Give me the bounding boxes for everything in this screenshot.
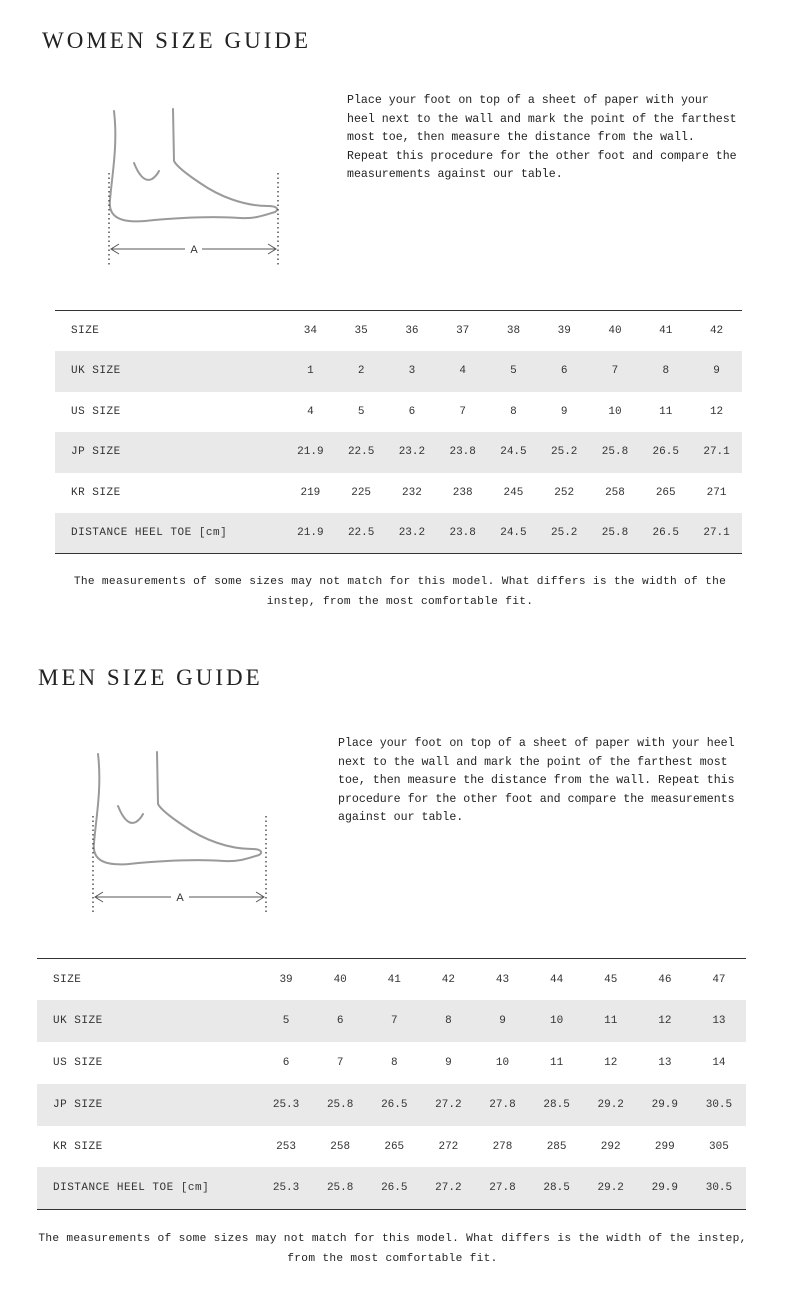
table-cell: 21.9 — [285, 513, 336, 554]
table-cell: 36 — [405, 325, 419, 337]
measure-label: A — [190, 244, 198, 256]
table-cell: 238 — [452, 486, 473, 499]
table-cell: 46 — [658, 973, 672, 986]
table-cell: 24.5 — [488, 513, 539, 554]
table-cell: 26.5 — [367, 1084, 421, 1126]
table-cell: 8 — [390, 1056, 398, 1069]
foot-measure-illustration — [100, 105, 290, 270]
table-cell: 23.8 — [437, 432, 488, 473]
table-row — [37, 1167, 746, 1209]
table-cell: 5 — [357, 405, 365, 418]
table-cell: 9 — [560, 405, 568, 418]
table-cell: 27.1 — [691, 432, 742, 473]
row-label: JP SIZE — [55, 432, 285, 473]
table-cell: 44 — [550, 973, 564, 986]
table-cell: 23.2 — [387, 432, 438, 473]
row-label: DISTANCE HEEL TOE [cm] — [37, 1167, 259, 1209]
row-label: UK SIZE — [55, 351, 285, 392]
table-cell: 7 — [336, 1056, 344, 1069]
table-cell: 30.5 — [692, 1167, 746, 1209]
table-cell: 8 — [510, 405, 517, 418]
table-cell: 43 — [495, 973, 510, 986]
table-row — [37, 1084, 746, 1126]
table-cell: 42 — [709, 325, 724, 337]
table-row — [37, 1042, 746, 1084]
men-size-table — [37, 958, 746, 1210]
table-cell: 305 — [709, 1140, 729, 1153]
table-cell: 2 — [336, 351, 387, 392]
men-fit-note: The measurements of some sizes may not match for this model. What differs is the width of the instep, from the most comfortable fit. — [38, 1233, 747, 1265]
women-fit-note: The measurements of some sizes may not match for this model. What differs is the width of the instep, from the most comfortable fit. — [73, 576, 727, 608]
table-cell: 27.8 — [475, 1167, 529, 1209]
table-cell: 42 — [441, 973, 455, 986]
table-cell: 10 — [530, 1000, 584, 1042]
table-cell: 21.9 — [285, 432, 336, 473]
table-cell: 271 — [706, 486, 727, 499]
table-cell: 7 — [459, 405, 466, 418]
table-cell: 292 — [600, 1140, 621, 1153]
table-cell: 12 — [638, 1000, 692, 1042]
table-cell: 39 — [279, 973, 293, 986]
row-label: SIZE — [53, 973, 82, 986]
men-guide-title: MEN SIZE GUIDE — [38, 665, 263, 690]
table-cell: 28.5 — [530, 1084, 584, 1126]
table-cell: 29.9 — [638, 1084, 692, 1126]
table-cell: 13 — [692, 1000, 746, 1042]
table-cell: 39 — [557, 325, 571, 337]
row-label: US SIZE — [71, 405, 121, 418]
table-cell: 26.5 — [640, 432, 691, 473]
table-cell: 265 — [655, 486, 676, 499]
table-cell: 4 — [437, 351, 488, 392]
measure-label: A — [176, 892, 184, 904]
table-cell: 6 — [282, 1056, 290, 1069]
table-cell: 24.5 — [488, 432, 539, 473]
table-cell: 34 — [303, 325, 317, 337]
table-cell: 5 — [259, 1000, 313, 1042]
table-cell: 23.8 — [437, 513, 488, 554]
table-cell: 245 — [503, 486, 524, 499]
table-row — [55, 513, 742, 554]
table-cell: 41 — [387, 973, 401, 986]
table-cell: 9 — [445, 1056, 452, 1069]
table-cell: 41 — [659, 325, 673, 337]
table-cell: 253 — [276, 1140, 296, 1153]
row-label: UK SIZE — [37, 1000, 259, 1042]
table-cell: 10 — [608, 405, 622, 418]
table-cell: 225 — [351, 486, 372, 499]
table-cell: 26.5 — [640, 513, 691, 554]
table-cell: 4 — [307, 405, 314, 418]
women-instructions: Place your foot on top of a sheet of paper with your heel next to the wall and mark the point of the farthest most toe, then measure the distance from the wall. Repeat this procedure for the other foot and compare the measurements against our table. — [347, 94, 737, 182]
table-row — [37, 1000, 746, 1042]
table-cell: 37 — [456, 325, 470, 337]
table-cell: 25.8 — [590, 432, 641, 473]
table-cell: 299 — [654, 1140, 675, 1153]
table-cell: 258 — [330, 1140, 351, 1153]
table-cell: 6 — [408, 405, 416, 418]
table-cell: 25.8 — [590, 513, 641, 554]
table-row — [37, 1126, 746, 1168]
table-cell: 47 — [712, 973, 726, 986]
table-cell: 25.8 — [313, 1084, 367, 1126]
table-cell: 26.5 — [367, 1167, 421, 1209]
row-label: SIZE — [71, 325, 100, 337]
table-cell: 25.3 — [259, 1084, 313, 1126]
table-cell: 265 — [384, 1140, 405, 1153]
table-cell: 27.2 — [421, 1167, 475, 1209]
table-cell: 22.5 — [336, 513, 387, 554]
table-cell: 23.2 — [387, 513, 438, 554]
table-cell: 258 — [605, 486, 625, 499]
table-row — [55, 432, 742, 473]
table-cell: 12 — [604, 1056, 618, 1069]
table-cell: 25.2 — [539, 513, 590, 554]
table-row — [55, 311, 742, 352]
table-cell: 25.8 — [313, 1167, 367, 1209]
table-cell: 29.9 — [638, 1167, 692, 1209]
men-size-guide-section — [0, 640, 795, 1312]
table-cell: 11 — [659, 405, 673, 418]
table-cell: 278 — [492, 1140, 513, 1153]
table-row — [55, 351, 742, 392]
table-cell: 8 — [640, 351, 691, 392]
table-cell: 27.1 — [691, 513, 742, 554]
table-cell: 3 — [387, 351, 438, 392]
table-cell: 27.8 — [475, 1084, 529, 1126]
table-cell: 219 — [300, 486, 321, 499]
table-cell: 29.2 — [584, 1167, 638, 1209]
table-cell: 28.5 — [530, 1167, 584, 1209]
table-cell: 7 — [590, 351, 641, 392]
table-cell: 252 — [554, 486, 575, 499]
table-cell: 38 — [506, 325, 521, 337]
table-cell: 10 — [495, 1056, 510, 1069]
table-cell: 11 — [584, 1000, 638, 1042]
table-cell: 30.5 — [692, 1084, 746, 1126]
table-cell: 1 — [285, 351, 336, 392]
table-cell: 9 — [691, 351, 742, 392]
table-cell: 25.3 — [259, 1167, 313, 1209]
women-size-table — [55, 310, 742, 554]
row-label: DISTANCE HEEL TOE [cm] — [55, 513, 285, 554]
table-cell: 40 — [608, 325, 622, 337]
table-cell: 8 — [421, 1000, 475, 1042]
table-cell: 9 — [475, 1000, 529, 1042]
table-cell: 25.2 — [539, 432, 590, 473]
table-cell: 232 — [402, 486, 422, 499]
men-instructions: Place your foot on top of a sheet of paper with your heel next to the wall and mark the point of the farthest most toe, then measure the distance from the wall. Repeat this procedure for the other foot and compare the measurements against our table. — [338, 737, 735, 825]
table-cell: 40 — [333, 973, 347, 986]
table-cell: 14 — [712, 1056, 726, 1069]
row-label: KR SIZE — [71, 486, 121, 499]
table-row — [55, 392, 742, 433]
table-row — [55, 473, 742, 514]
table-cell: 13 — [658, 1056, 672, 1069]
table-cell: 6 — [313, 1000, 367, 1042]
table-cell: 7 — [367, 1000, 421, 1042]
table-cell: 27.2 — [421, 1084, 475, 1126]
table-cell: 5 — [488, 351, 539, 392]
women-size-guide-section — [0, 0, 795, 640]
table-cell: 12 — [709, 405, 724, 418]
row-label: KR SIZE — [53, 1140, 103, 1153]
table-cell: 11 — [550, 1056, 564, 1069]
table-row — [37, 959, 746, 1001]
row-label: JP SIZE — [37, 1084, 259, 1126]
table-cell: 29.2 — [584, 1084, 638, 1126]
foot-measure-illustration — [84, 748, 274, 918]
women-guide-title: WOMEN SIZE GUIDE — [42, 28, 312, 53]
table-cell: 6 — [539, 351, 590, 392]
table-cell: 35 — [354, 325, 368, 337]
table-cell: 45 — [604, 973, 618, 986]
table-cell: 22.5 — [336, 432, 387, 473]
table-cell: 285 — [546, 1140, 567, 1153]
row-label: US SIZE — [53, 1056, 103, 1069]
table-cell: 272 — [438, 1140, 459, 1153]
